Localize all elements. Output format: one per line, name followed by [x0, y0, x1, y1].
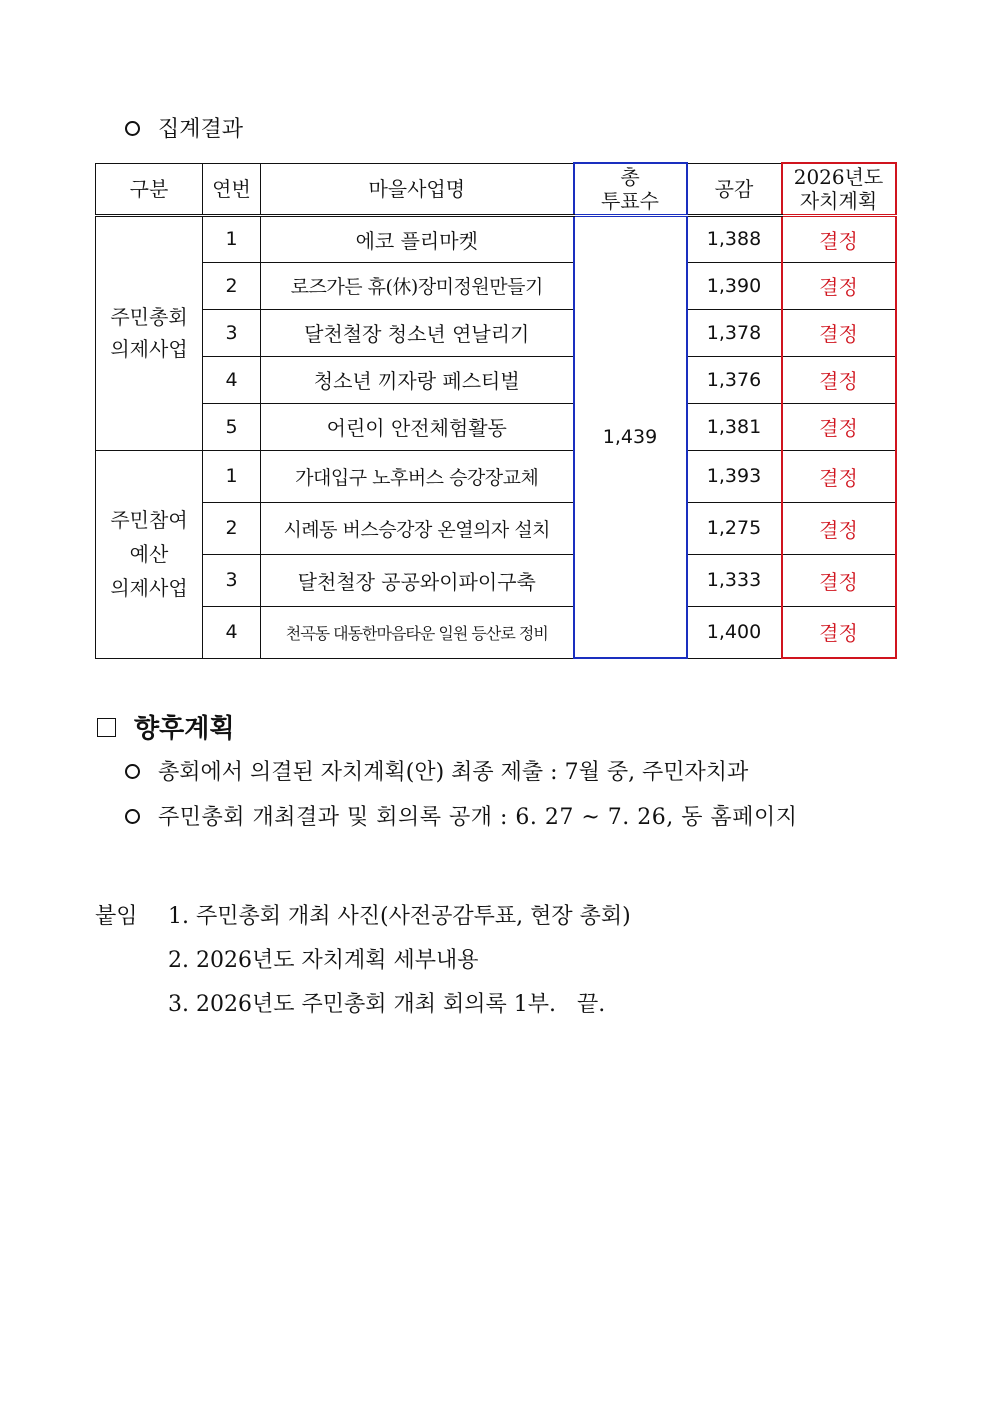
- attachment-item: 3. 2026년도 주민총회 개최 회의록 1부. 끝.: [168, 992, 606, 1017]
- row-number: 2: [203, 262, 261, 309]
- agree-count: 1,393: [687, 450, 782, 502]
- header-number: 연번: [203, 163, 261, 215]
- agree-count: 1,388: [687, 215, 782, 262]
- header-total-votes: 총 투표수: [574, 163, 687, 215]
- project-name: 로즈가든 휴(休)장미정원만들기: [261, 262, 574, 309]
- attachment-item: 2. 2026년도 자치계획 세부내용: [168, 948, 479, 973]
- decision-cell: 결정: [782, 262, 896, 309]
- agree-count: 1,333: [687, 554, 782, 606]
- decision-cell: 결정: [782, 502, 896, 554]
- future-plan-title: 향후계획: [97, 708, 234, 745]
- decision-cell: 결정: [782, 450, 896, 502]
- header-agree: 공감: [687, 163, 782, 215]
- project-name: 달천철장 청소년 연날리기: [261, 309, 574, 356]
- total-votes-cell: 1,439: [574, 215, 687, 658]
- project-name: 청소년 끼자랑 페스티벌: [261, 356, 574, 403]
- row-number: 3: [203, 554, 261, 606]
- square-bullet-icon: [97, 718, 116, 737]
- circle-bullet-icon: [125, 121, 140, 136]
- project-name: 가대입구 노후버스 승강장교체: [261, 450, 574, 502]
- results-table: [95, 162, 897, 659]
- row-number: 4: [203, 356, 261, 403]
- table-row: [96, 450, 896, 502]
- table-row: [96, 309, 896, 356]
- project-name: 어린이 안전체험활동: [261, 403, 574, 450]
- agree-count: 1,381: [687, 403, 782, 450]
- project-name: 달천철장 공공와이파이구축: [261, 554, 574, 606]
- table-header-row: [96, 163, 896, 215]
- agree-count: 1,378: [687, 309, 782, 356]
- table-row: [96, 606, 896, 658]
- row-number: 1: [203, 215, 261, 262]
- table-row: [96, 554, 896, 606]
- table-row: [96, 502, 896, 554]
- circle-bullet-icon: [125, 764, 140, 779]
- table-row: [96, 215, 896, 262]
- table-row: [96, 262, 896, 309]
- project-name: 시례동 버스승강장 온열의자 설치: [261, 502, 574, 554]
- header-category: 구분: [96, 163, 203, 215]
- future-plan-item: 총회에서 의결된 자치계획(안) 최종 제출 : 7월 중, 주민자치과: [125, 758, 748, 788]
- agree-count: 1,275: [687, 502, 782, 554]
- agree-count: 1,390: [687, 262, 782, 309]
- circle-bullet-icon: [125, 809, 140, 824]
- agree-count: 1,376: [687, 356, 782, 403]
- category-cell: 주민총회 의제사업: [96, 215, 203, 450]
- decision-cell: 결정: [782, 356, 896, 403]
- project-name: 에코 플리마켓: [261, 215, 574, 262]
- row-number: 1: [203, 450, 261, 502]
- table-row: [96, 403, 896, 450]
- future-plan-item: 주민총회 개최결과 및 회의록 공개 : 6. 27 ~ 7. 26, 동 홈페이지: [125, 803, 798, 833]
- decision-cell: 결정: [782, 309, 896, 356]
- decision-cell: 결정: [782, 554, 896, 606]
- project-name: 천곡동 대동한마음타운 일원 등산로 정비: [261, 606, 574, 658]
- category-cell: 주민참여 예산 의제사업: [96, 450, 203, 658]
- row-number: 5: [203, 403, 261, 450]
- decision-cell: 결정: [782, 403, 896, 450]
- attachments-label: 붙임: [95, 904, 138, 929]
- header-project: 마을사업명: [261, 163, 574, 215]
- header-plan: 2026년도 자치계획: [782, 163, 896, 215]
- table-row: [96, 356, 896, 403]
- attachment-item: 1. 주민총회 개최 사진(사전공감투표, 현장 총회): [168, 904, 631, 929]
- summary-heading: 집계결과: [125, 115, 243, 145]
- row-number: 4: [203, 606, 261, 658]
- row-number: 2: [203, 502, 261, 554]
- agree-count: 1,400: [687, 606, 782, 658]
- decision-cell: 결정: [782, 606, 896, 658]
- decision-cell: 결정: [782, 215, 896, 262]
- row-number: 3: [203, 309, 261, 356]
